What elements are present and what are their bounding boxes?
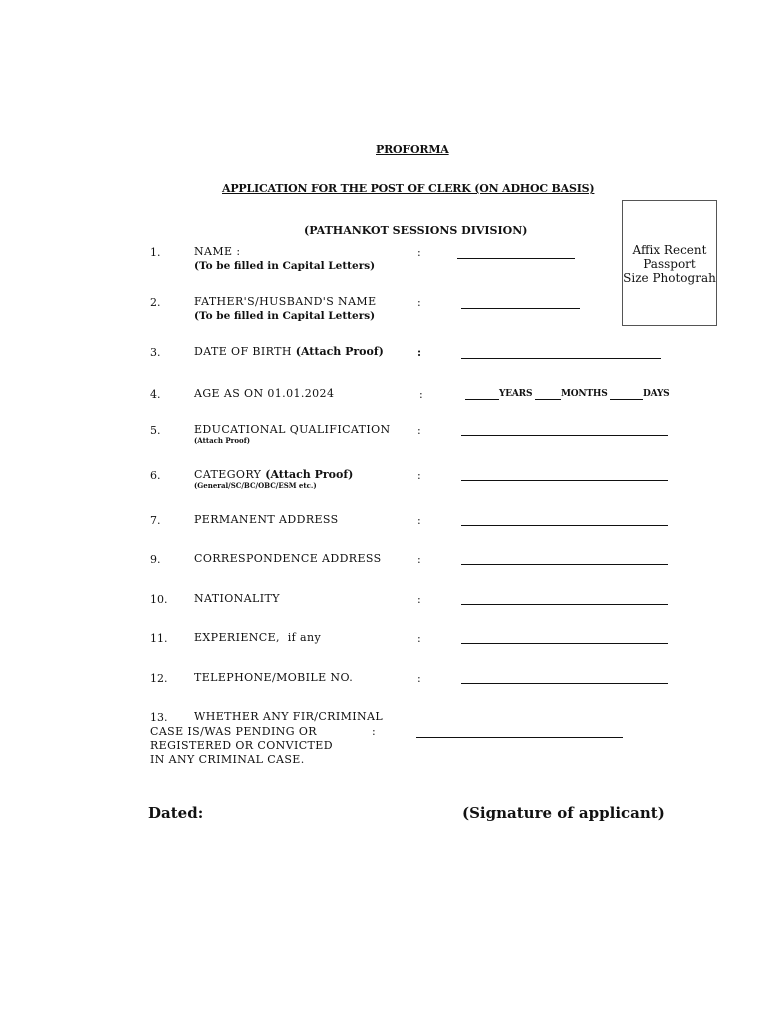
dob-attach-proof: (Attach Proof)	[295, 345, 384, 358]
nationality-label: NATIONALITY	[194, 592, 280, 605]
correspondence-address-label: CORRESPONDENCE ADDRESS	[194, 552, 382, 565]
signature-label: (Signature of applicant)	[462, 804, 665, 822]
colon: :	[417, 296, 421, 309]
education-blank-line	[461, 435, 668, 436]
criminal-case-label-line3: REGISTERED OR CONVICTED	[150, 739, 333, 752]
father-name-blank-line	[461, 308, 580, 309]
months-blank-line	[535, 399, 561, 400]
photo-box-line2: Passport	[643, 257, 696, 271]
field-number: 1.	[150, 246, 161, 259]
photo-box-line3: Size Photograh	[623, 271, 716, 285]
criminal-case-label-line4: IN ANY CRIMINAL CASE.	[150, 753, 305, 766]
field-number: 10.	[150, 593, 168, 606]
education-note: (Attach Proof)	[194, 436, 251, 445]
name-blank-line	[457, 258, 575, 259]
category-attach-proof: (Attach Proof)	[265, 468, 354, 481]
photo-box	[622, 200, 717, 326]
field-number: 12.	[150, 672, 168, 685]
years-label: YEARS	[499, 389, 533, 399]
criminal-case-label-line1: WHETHER ANY FIR/CRIMINAL	[194, 710, 384, 723]
father-husband-name-note: (To be filled in Capital Letters)	[194, 310, 376, 322]
division-heading: (PATHANKOT SESSIONS DIVISION)	[304, 224, 528, 237]
criminal-case-blank-line	[416, 737, 623, 738]
dob-label	[194, 345, 384, 358]
colon: :	[417, 346, 422, 359]
age-label: AGE AS ON 01.01.2024	[194, 387, 335, 400]
name-note: (To be filled in Capital Letters)	[194, 260, 376, 272]
field-number: 7.	[150, 514, 161, 527]
colon: :	[417, 469, 421, 482]
colon: :	[417, 246, 421, 259]
days-blank-line	[610, 399, 643, 400]
telephone-label: TELEPHONE/MOBILE NO.	[194, 671, 354, 684]
field-number: 3.	[150, 346, 161, 359]
photo-box-line1: Affix Recent	[632, 243, 707, 257]
field-number: 2.	[150, 296, 161, 309]
field-number: 6.	[150, 469, 161, 482]
page-title: PROFORMA	[376, 143, 449, 156]
colon: :	[417, 593, 421, 606]
months-label: MONTHS	[561, 389, 608, 399]
field-number: 4.	[150, 388, 161, 401]
field-number: 9.	[150, 553, 161, 566]
category-blank-line	[461, 480, 668, 481]
permanent-address-blank-line	[461, 525, 668, 526]
colon: :	[417, 514, 421, 527]
dated-label: Dated:	[148, 804, 204, 822]
father-husband-name-label: FATHER'S/HUSBAND'S NAME	[194, 295, 377, 308]
dob-blank-line	[461, 358, 661, 359]
colon: :	[417, 424, 421, 437]
telephone-blank-line	[461, 683, 668, 684]
permanent-address-label: PERMANENT ADDRESS	[194, 513, 339, 526]
education-label: EDUCATIONAL QUALIFICATION	[194, 423, 391, 436]
category-note: (General/SC/BC/OBC/ESM etc.)	[194, 481, 317, 490]
years-blank-line	[465, 399, 499, 400]
application-subtitle: APPLICATION FOR THE POST OF CLERK (ON ADHOC BASIS)	[222, 182, 595, 195]
category-label	[194, 468, 353, 481]
category-label-text: CATEGORY	[194, 468, 262, 481]
experience-label: EXPERIENCE, if any	[194, 631, 322, 644]
criminal-case-label-line2: CASE IS/WAS PENDING OR	[150, 725, 317, 738]
field-number: 5.	[150, 424, 161, 437]
nationality-blank-line	[461, 604, 668, 605]
colon: :	[372, 725, 376, 738]
colon: :	[417, 672, 421, 685]
dob-label-text: DATE OF BIRTH	[194, 345, 292, 358]
name-label: NAME :	[194, 245, 241, 258]
colon: :	[417, 553, 421, 566]
field-number: 13.	[150, 711, 168, 724]
correspondence-address-blank-line	[461, 564, 668, 565]
colon: :	[419, 388, 423, 401]
colon: :	[417, 632, 421, 645]
field-number: 11.	[150, 632, 168, 645]
days-label: DAYS	[643, 389, 670, 399]
experience-blank-line	[461, 643, 668, 644]
